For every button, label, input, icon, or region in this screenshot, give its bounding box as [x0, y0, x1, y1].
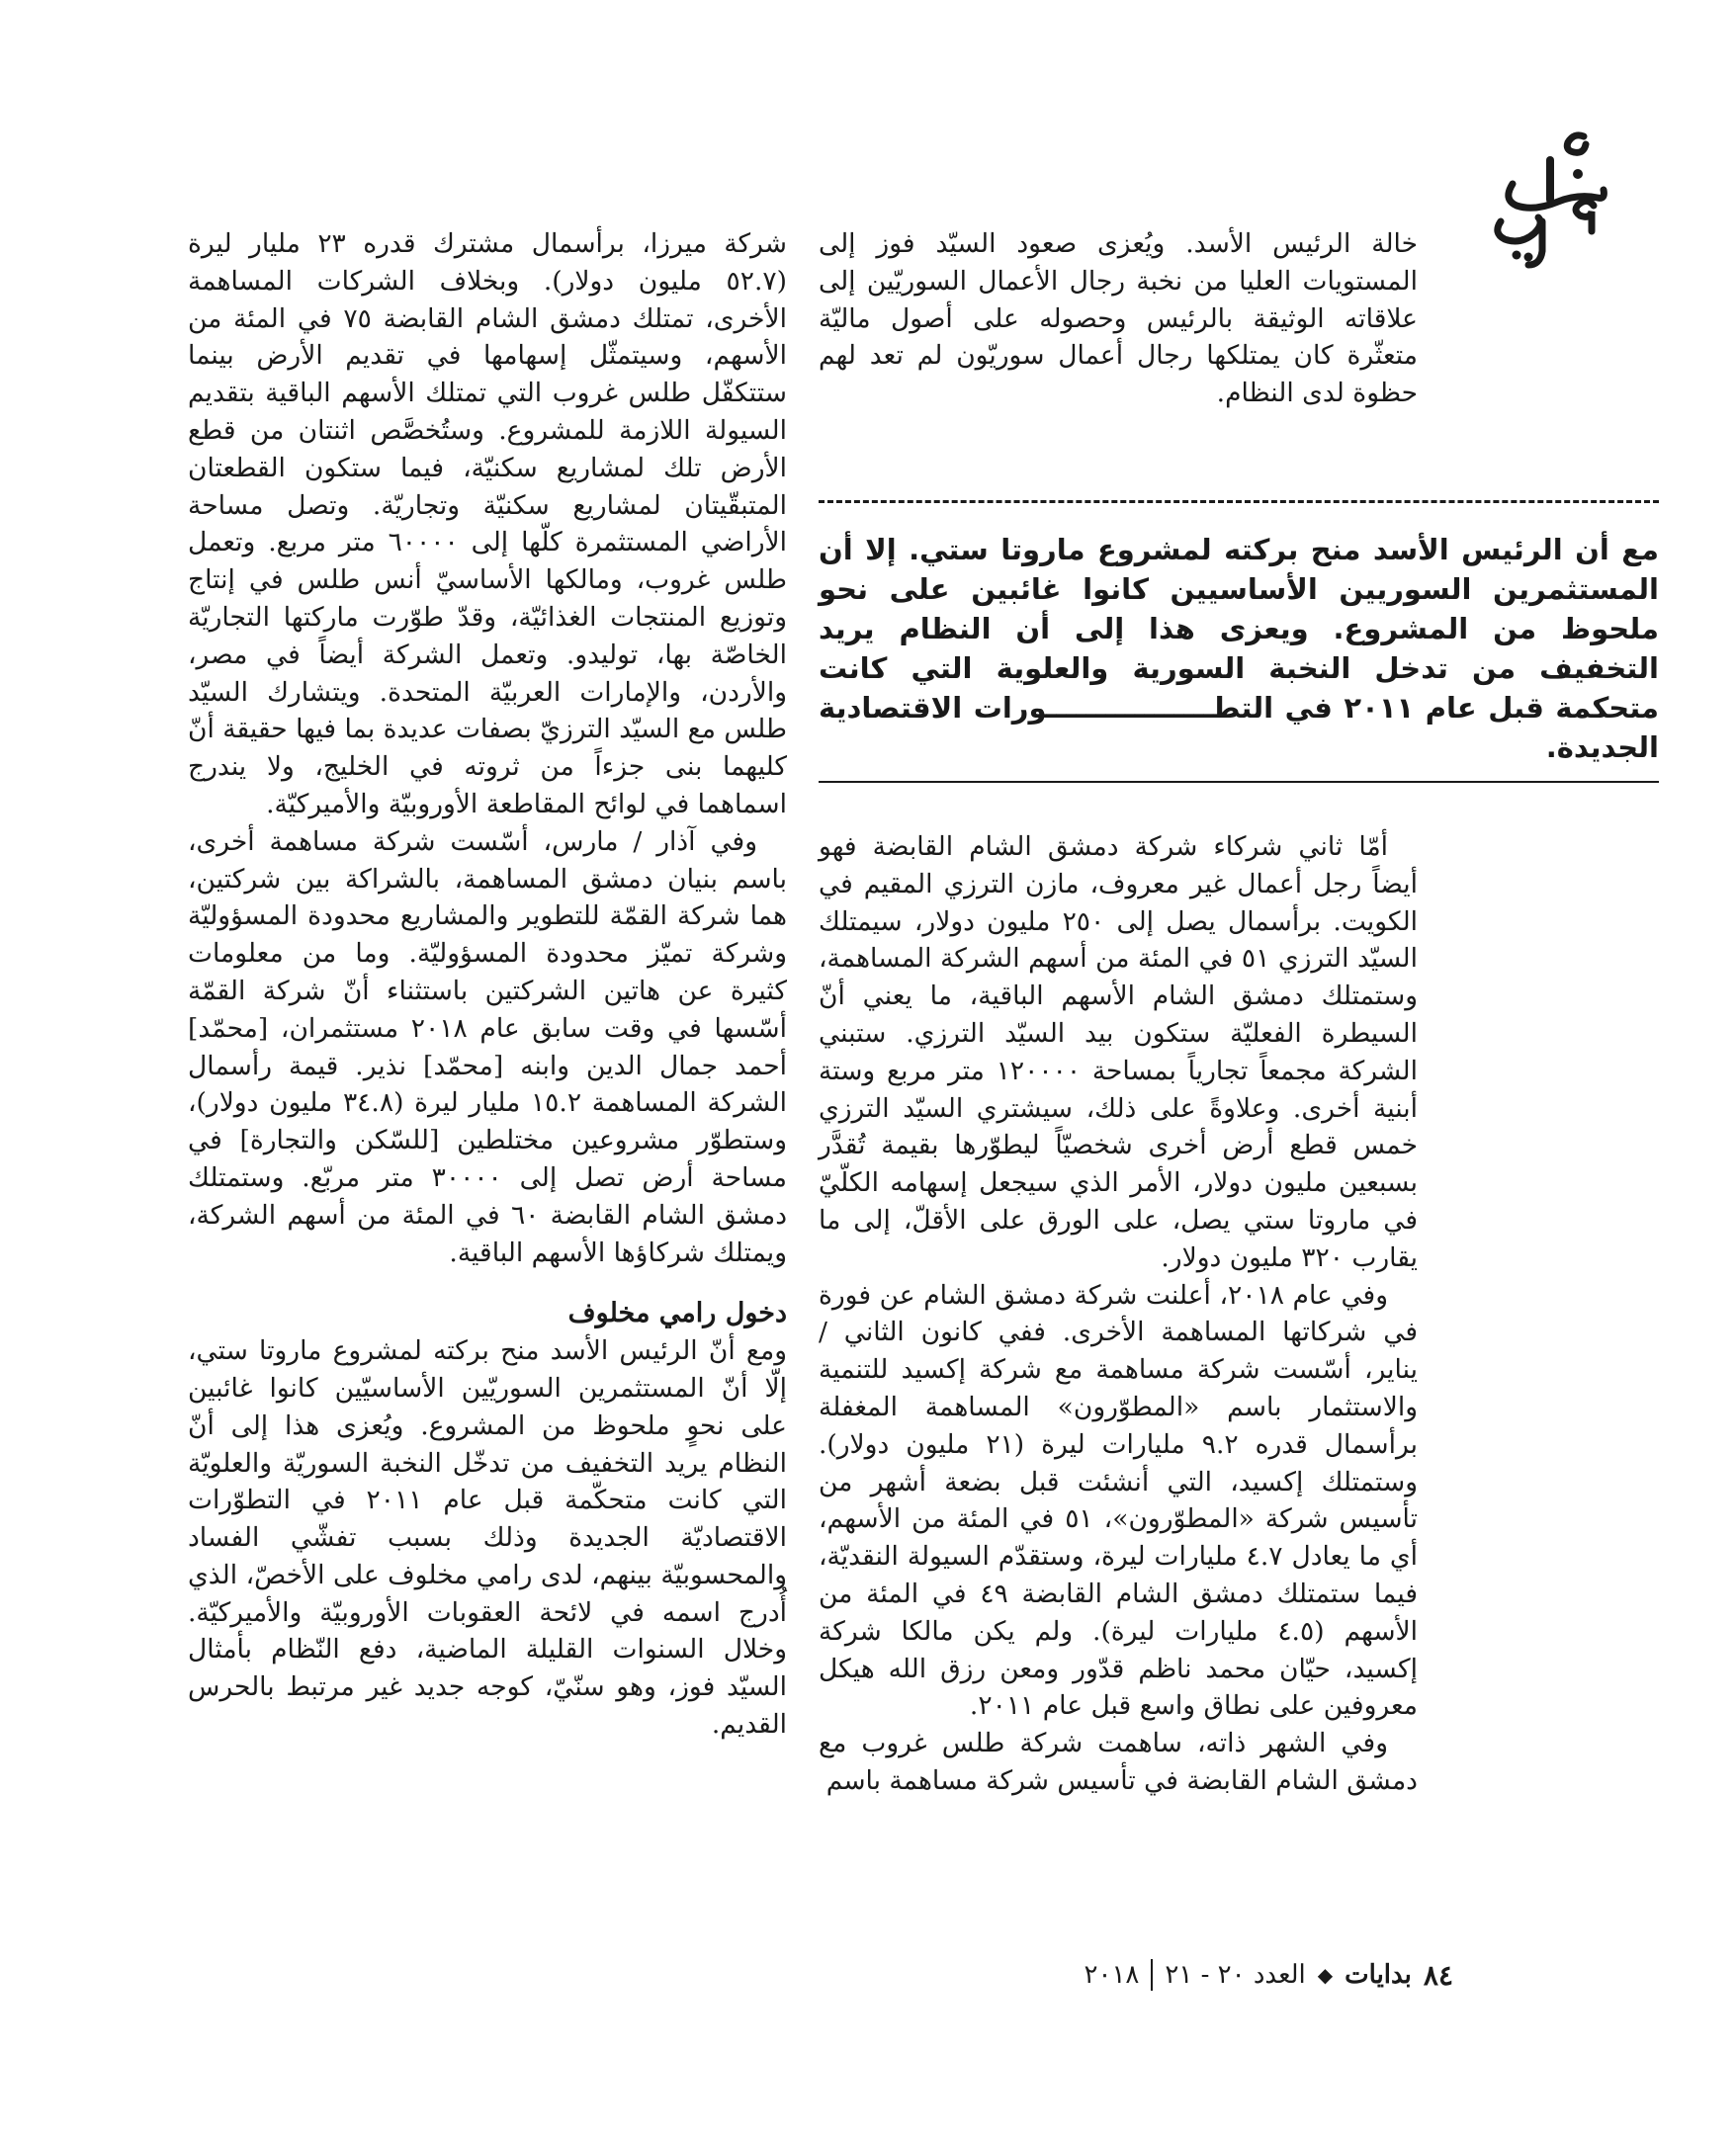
pull-quote-text: مع أن الرئيس الأسد منح بركته لمشروع ماروتا ستي. إلا أن المستثمرين السوريين الأساسيين كانوا غائبين على نحو ملحوظ من المشروع. ويعزى هذا إلى أن النظام يريد التخفيف من تدخل النخبة السورية والعلوية التي كانت متحكمة قبل عام ٢٠١١ في التطـــــــــــــــــورات الاقتصادية الجديدة.	[819, 533, 1660, 764]
paragraph: أمّا ثاني شركاء شركة دمشق الشام القابضة فهو أيضاً رجل أعمال غير معروف، مازن الترزي المقيم في الكويت. برأسمال يصل إلى ٢٥٠ مليون دولار، سيمتلك السيّد الترزي ٥١ في المئة من أسهم الشركة المساهمة، وستمتلك دمشق الشام الأسهم الباقية، ما يعني أنّ السيطرة الفعليّة ستكون بيد السيّد الترزي. ستبني الشركة مجمعاً تجارياً بمساحة ١٢٠٠٠٠ متر مربع وستة أبنية أخرى. وعلاوةً على ذلك، سيشتري السيّد الترزي خمس قطع أرض أخرى شخصيّاً ليطوّرها بقيمة تُقدَّر بسبعين مليون دولار، الأمر الذي سيجعل إسهامه الكلّيّ في ماروتا ستي يصل، على الورق على الأقلّ، إلى ما يقارب ٣٢٠ مليون دولار.	[819, 831, 1419, 1273]
page-footer	[989, 1955, 1453, 1995]
footer-divider	[1151, 1959, 1153, 1991]
right-column-top	[819, 225, 1418, 412]
paragraph: خالة الرئيس الأسد. ويُعزى صعود السيّد فوز إلى المستويات العليا من نخبة رجال الأعمال السوريّين إلى علاقاته الوثيقة بالرئيس وحصوله على أصول ماليّة متعثّرة كان يمتلكها رجال أعمال سوريّون لم تعد لهم حظوة لدى النظام.	[819, 228, 1418, 409]
diamond-icon: ◆	[1317, 1963, 1334, 1987]
paragraph: ومع أنّ الرئيس الأسد منح بركته لمشروع ماروتا ستي، إلّا أنّ المستثمرين السوريّين الأساسيّين كانوا غائبين على نحوٍ ملحوظ من المشروع. ويُعزى هذا إلى أنّ النظام يريد التخفيف من تدخّل النخبة السوريّة والعلويّة التي كانت متحكّمة قبل عام ٢٠١١ في التطوّرات الاقتصاديّة الجديدة وذلك بسبب تفشّي الفساد والمحسوبيّة بينهم، لدى رامي مخلوف على الأخصّ، الذي أُدرج اسمه في لائحة العقوبات الأوروبيّة والأميركيّة. وخلال السنوات القليلة الماضية، دفع النّظام بأمثال السيّد فوز، وهو سنّيّ، كوجه جديد غير مرتبط بالحرس القديم.	[188, 1335, 787, 1741]
paragraph: وفي عام ٢٠١٨، أعلنت شركة دمشق الشام عن فورة في شركاتها المساهمة الأخرى. ففي كانون الثاني / يناير، أسّست شركة مساهمة مع شركة إكسيد للتنمية والاستثمار باسم «المطوّرون» المساهمة المغفلة برأسمال قدره ٩.٢ مليارات ليرة (٢١ مليون دولار). وستمتلك إكسيد، التي أنشئت قبل بضعة أشهر من تأسيس شركة «المطوّرون»، ٥١ في المئة من الأسهم، أي ما يعادل ٤.٧ مليارات ليرة، وستقدّم السيولة النقديّة، فيما ستمتلك دمشق الشام القابضة ٤٩ في المئة من الأسهم (٤.٥ مليارات ليرة). ولم يكن مالكا شركة إكسيد، حيّان محمد ناظم قدّور ومعن رزق الله هيكل معروفين على نطاق واسع قبل عام ٢٠١١.	[819, 1279, 1418, 1722]
page-number: ٨٤	[1423, 1958, 1453, 1992]
magazine-name: بدايات	[1345, 1960, 1412, 1990]
paragraph: وفي الشهر ذاته، ساهمت شركة طلس غروب مع دمشق الشام القابضة في تأسيس شركة مساهمة باسم	[819, 1728, 1418, 1796]
pull-quote-top-rule	[819, 500, 1659, 503]
issue-year: ٢٠١٨	[1084, 1960, 1140, 1990]
pull-quote	[819, 500, 1659, 783]
section-heading: دخول رامي مخلوف	[567, 1298, 787, 1329]
right-column-bottom	[819, 828, 1418, 1800]
issue-number: العدد ٢٠ - ٢١	[1165, 1960, 1306, 1990]
paragraph: شركة ميرزا، برأسمال مشترك قدره ٢٣ مليار ليرة (٥٢.٧ مليون دولار). وبخلاف الشركات المساهمة الأخرى، تمتلك دمشق الشام القابضة ٧٥ في المئة من الأسهم، وسيتمثّل إسهامها في تقديم الأرض بينما ستتكفّل طلس غروب التي تمتلك الأسهم الباقية بتقديم السيولة اللازمة للمشروع. وستُخصَّص اثنتان من قطع الأرض تلك لمشاريع سكنيّة، فيما ستكون القطعتان المتبقّيتان لمشاريع سكنيّة وتجاريّة. وتصل مساحة الأراضي المستثمرة كلّها إلى ٦٠٠٠٠ متر مربع. وتعمل طلس غروب، ومالكها الأساسيّ أنس طلس في إنتاج وتوزيع المنتجات الغذائيّة، وقدّ طوّرت ماركتها التجاريّة الخاصّة بها، توليدو. وتعمل الشركة أيضاً في مصر، والأردن، والإمارات العربيّة المتحدة. ويتشارك السيّد طلس مع السيّد الترزيّ بصفات عديدة بما فيها حقيقة أنّ كليهما بنى جزءاً من ثروته في الخليج، ولا يندرج اسماهما في لوائح المقاطعة الأوروبيّة والأميركيّة.	[188, 228, 788, 819]
paragraph: وفي آذار / مارس، أسّست شركة مساهمة أخرى، باسم بنيان دمشق المساهمة، بالشراكة بين شركتين، هما شركة القمّة للتطوير والمشاريع محدودة المسؤوليّة وشركة تميّز محدودة المسؤوليّة. وما من معلومات كثيرة عن هاتين الشركتين باستثناء أنّ شركة القمّة أسّسها في وقت سابق عام ٢٠١٨ مستثمران، [محمّد] أحمد جمال الدين وابنه [محمّد] نذير. قيمة رأسمال الشركة المساهمة ١٥.٢ مليار ليرة (٣٤.٨ مليون دولار)، وستطوّر مشروعين مختلطين [للسّكن والتجارة] في مساحة أرض تصل إلى ٣٠٠٠٠ متر مربّع. وستمتلك دمشق الشام القابضة ٦٠ في المئة من أسهم الشركة، ويمتلك شركاؤها الأسهم الباقية.	[188, 825, 788, 1268]
section-logo-calligraphy-icon	[1483, 127, 1611, 275]
pull-quote-bottom-rule	[819, 781, 1659, 783]
section-logo	[1483, 127, 1611, 275]
left-column	[188, 225, 787, 1744]
